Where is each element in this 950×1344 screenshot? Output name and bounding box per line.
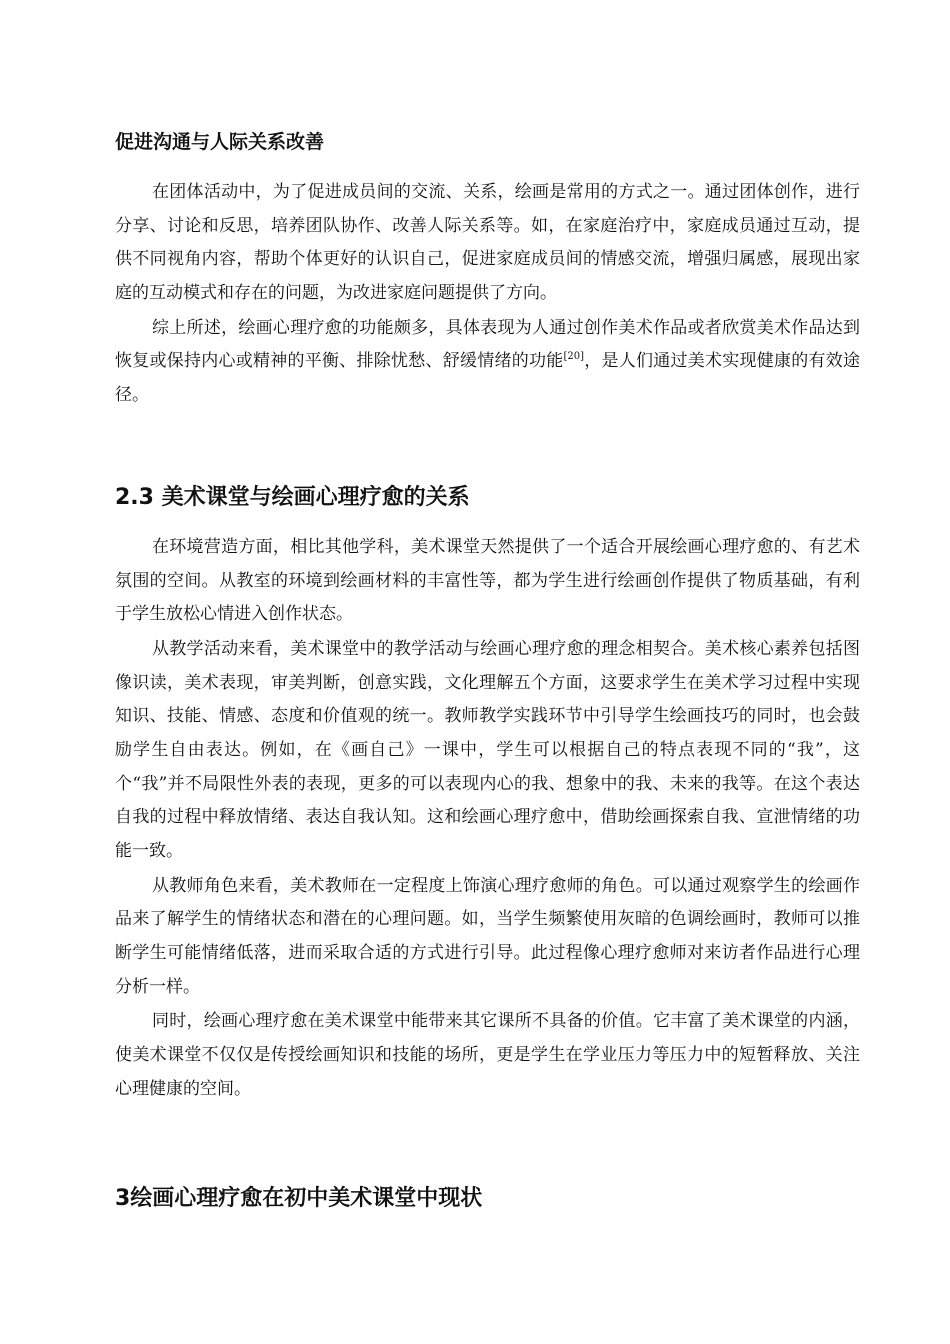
citation-ref: [20] (563, 351, 585, 363)
section-heading-3: 3绘画心理疗愈在初中美术课堂中现状 (115, 1186, 483, 1211)
paragraph-value: 同时，绘画心理疗愈在美术课堂中能带来其它课所不具备的价值。它丰富了美术课堂的内涵，使美术课堂不仅仅是传授绘画知识和技能的场所，更是学生在学业压力等压力中的短暂释放、关注心理健康的空间。 (115, 1011, 860, 1099)
section-heading-2-3: 2.3 美术课堂与绘画心理疗愈的关系 (115, 485, 470, 510)
text-block-2 (115, 531, 860, 1106)
paragraph-teacher-role: 从教师角色来看，美术教师在一定程度上饰演心理疗愈师的角色。可以通过观察学生的绘画作品来了解学生的情绪状态和潜在的心理问题。如，当学生频繁使用灰暗的色调绘画时，教师可以推断学生可能情绪低落，进而采取合适的方式进行引导。此过程像心理疗愈师对来访者作品进行心理分析一样。 (115, 875, 860, 997)
paragraph-group-communication: 在团体活动中，为了促进成员间的交流、关系，绘画是常用的方式之一。通过团体创作，进行分享、讨论和反思，培养团队协作、改善人际关系等。如，在家庭治疗中，家庭成员通过互动，提供不同视角内容，帮助个体更好的认识自己，促进家庭成员间的情感交流，增强归属感，展现出家庭的互动模式和存在的问题，为改进家庭问题提供了方向。 (115, 182, 860, 303)
summary-text-a: 综上所述，绘画心理疗愈的功能颇多，具体表现为人通过创作美术作品或者欣赏美术作品达到恢复或保持内心或精神的平衡、排除忧愁、舒缓情绪的功能 (115, 317, 860, 372)
subsection-heading: 促进沟通与人际关系改善 (115, 131, 325, 153)
text-block-1 (115, 176, 860, 413)
summary-text-b: ，是人们通过美术实现健康的有效途径。 (115, 351, 861, 405)
paragraph-teaching: 从教学活动来看，美术课堂中的教学活动与绘画心理疗愈的理念相契合。美术核心素养包括图像识读，美术表现，审美判断，创意实践，文化理解五个方面，这要求学生在美术学习过程中实现知识、技能、情感、态度和价值观的统一。教师教学实践环节中引导学生绘画技巧的同时，也会鼓励学生自由表达。例如，在《画自己》一课中，学生可以根据自己的特点表现不同的“我”，这个“我”并不局限性外表的表现，更多的可以表现内心的我、想象中的我、未来的我等。在这个表达自我的过程中释放情绪、表达自我认知。这和绘画心理疗愈中，借助绘画探索自我、宣泄情绪的功能一致。 (115, 639, 860, 861)
paragraph-summary (115, 312, 860, 413)
paragraph-environment: 在环境营造方面，相比其他学科，美术课堂天然提供了一个适合开展绘画心理疗愈的、有艺术氛围的空间。从教室的环境到绘画材料的丰富性等，都为学生进行绘画创作提供了物质基础，有利于学生放松心情进入创作状态。 (115, 537, 860, 625)
